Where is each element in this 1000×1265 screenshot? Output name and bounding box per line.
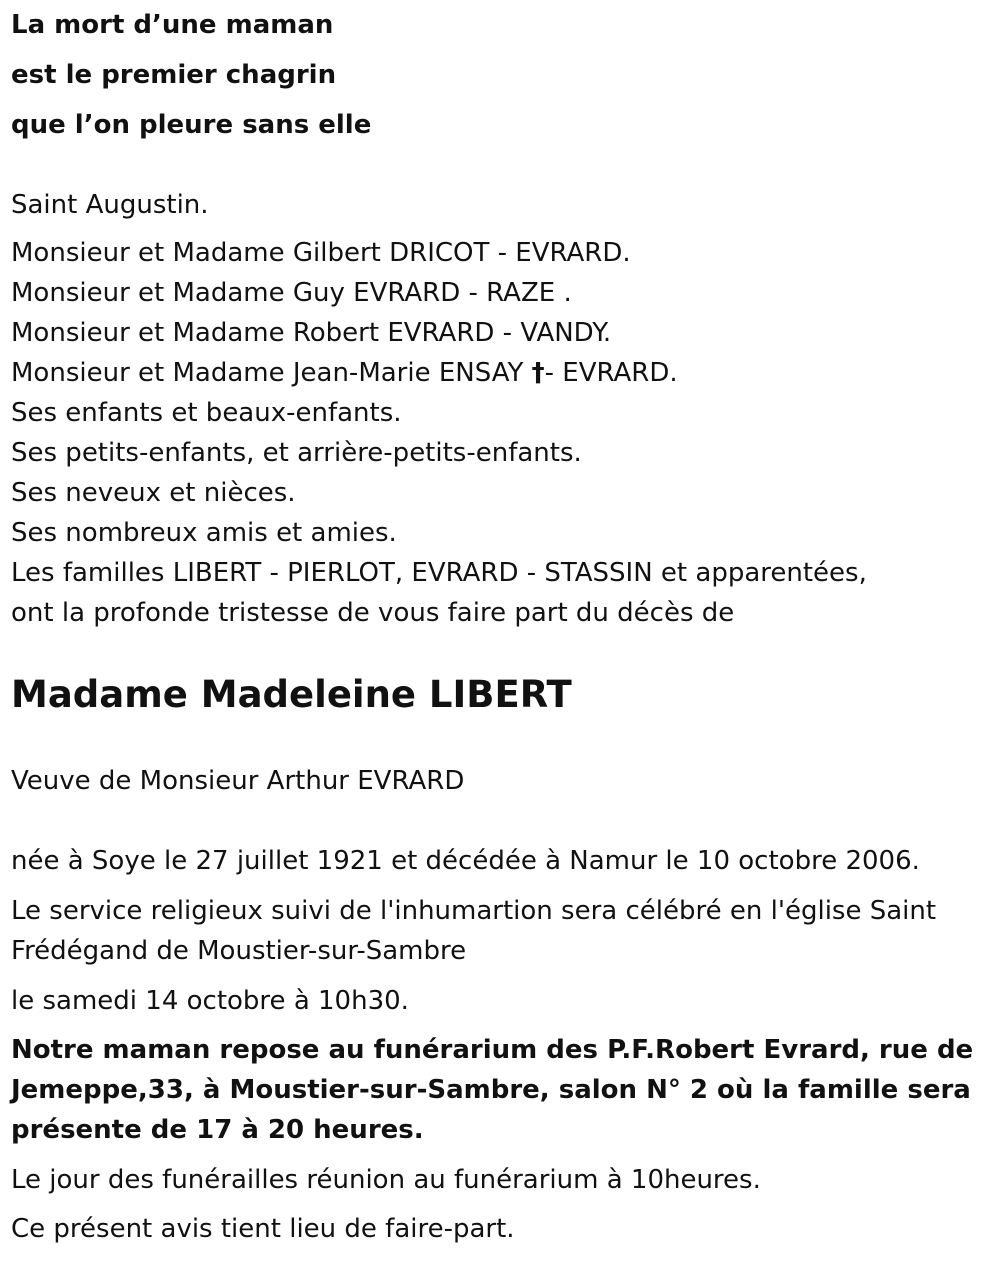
- quote-author: Saint Augustin.: [11, 190, 209, 220]
- family-line-2: Monsieur et Madame Guy EVRARD - RAZE .: [11, 278, 572, 308]
- cross-icon: †: [531, 358, 545, 388]
- family-line-5: Ses enfants et beaux-enfants.: [11, 398, 402, 428]
- family-line-1: Monsieur et Madame Gilbert DRICOT - EVRARD.: [11, 238, 631, 268]
- quote-line-2: est le premier chagrin: [11, 60, 337, 90]
- quote-line-3: que l’on pleure sans elle: [11, 110, 372, 140]
- deceased-name: Madame Madeleine LIBERT: [11, 673, 572, 716]
- family-line-4-start: Monsieur et Madame Jean-Marie ENSAY: [11, 358, 532, 388]
- funerarium-line-3: présente de 17 à 20 heures.: [11, 1115, 424, 1145]
- service-line-2: Frédégand de Moustier-sur-Sambre: [11, 936, 467, 966]
- birth-death-line: née à Soye le 27 juillet 1921 et décédée à Namur le 10 octobre 2006.: [11, 846, 920, 876]
- family-line-6: Ses petits-enfants, et arrière-petits-enfants.: [11, 438, 582, 468]
- funerarium-line-2: Jemeppe,33, à Moustier-sur-Sambre, salon N° 2 où la famille sera: [11, 1075, 971, 1105]
- family-line-4-end: - EVRARD.: [544, 358, 678, 388]
- family-line-8: Ses nombreux amis et amies.: [11, 518, 397, 548]
- closing-line-2: Ce présent avis tient lieu de faire-part.: [11, 1214, 515, 1244]
- family-line-10: ont la profonde tristesse de vous faire part du décès de: [11, 598, 735, 628]
- family-line-4: [11, 353, 678, 393]
- quote-line-1: La mort d’une maman: [11, 10, 334, 40]
- service-line-1: Le service religieux suivi de l'inhumartion sera célébré en l'église Saint: [11, 896, 937, 926]
- widow-line: Veuve de Monsieur Arthur EVRARD: [11, 766, 465, 796]
- service-line-3: le samedi 14 octobre à 10h30.: [11, 986, 409, 1016]
- family-line-3: Monsieur et Madame Robert EVRARD - VANDY.: [11, 318, 612, 348]
- family-line-9: Les familles LIBERT - PIERLOT, EVRARD - STASSIN et apparentées,: [11, 558, 867, 588]
- family-line-7: Ses neveux et nièces.: [11, 478, 296, 508]
- funerarium-line-1: Notre maman repose au funérarium des P.F.Robert Evrard, rue de: [11, 1035, 974, 1065]
- closing-line-1: Le jour des funérailles réunion au funérarium à 10heures.: [11, 1165, 761, 1195]
